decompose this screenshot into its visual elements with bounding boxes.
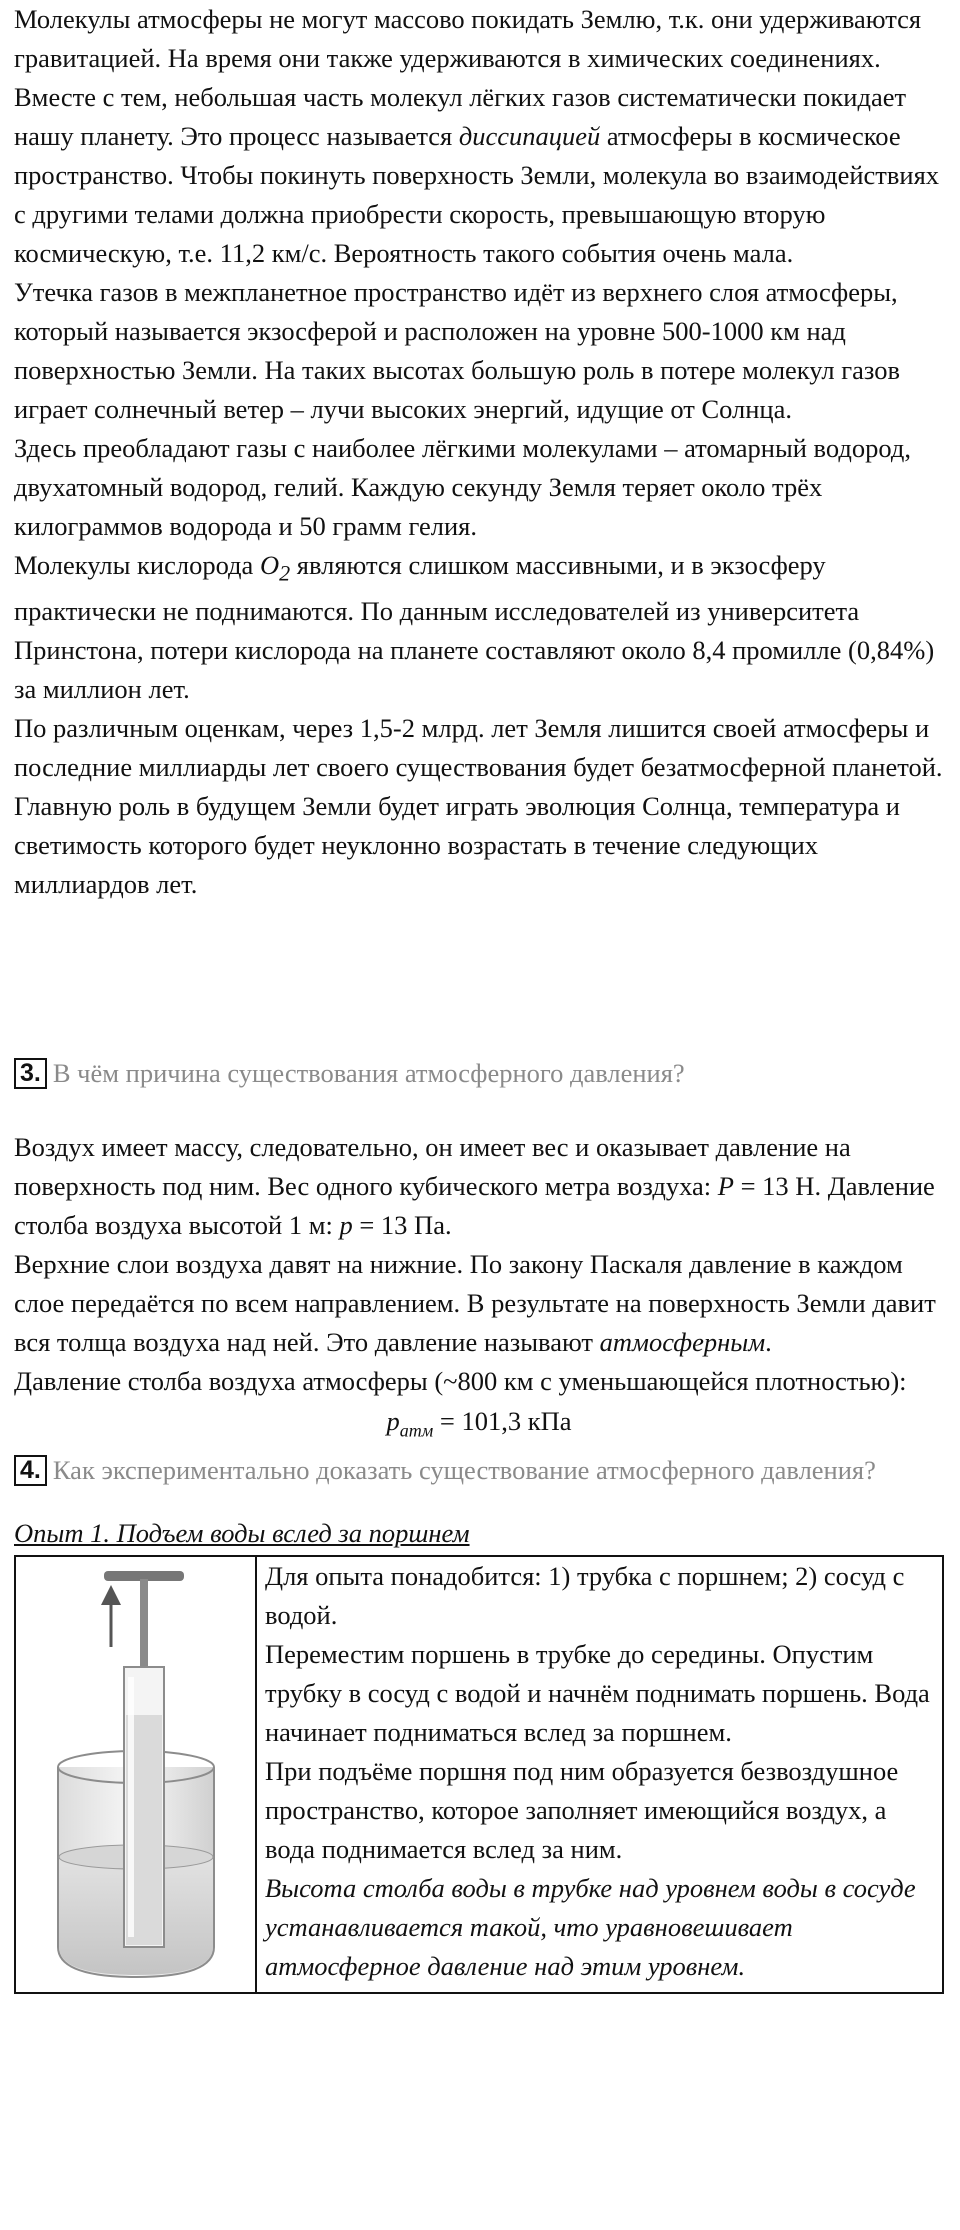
paragraph-sun-evolution: Главную роль в будущем Земли будет играть эволюция Солнца, температура и светимость которого будет неуклонно возрастать в течение следующих миллиардов лет. [14, 791, 900, 900]
answer-3-weight: Воздух имеет массу, следовательно, он имеет вес и оказывает давление на поверхность под ним. Вес одного кубического метра воздуха: P = 13 Н. Давление столба воздуха высотой 1 м: p = 13 Па. [14, 1132, 935, 1241]
glass-tube-icon [124, 1667, 164, 1947]
answer-3-pascal: Верхние слои воздуха давят на нижние. По закону Паскаля давление в каждом слое передаётся по всем направлением. В результате на поверхность Земли давит вся толща воздуха над ней. Это давление называют атмосферным. [14, 1249, 936, 1358]
paragraph-estimates: По различным оценкам, через 1,5-2 млрд. лет Земля лишится своей атмосферы и последние миллиарды лет своего существования будет безатмосферной планетой. [14, 713, 943, 783]
experiment-1-explanation: При подъёме поршня под ним образуется безвоздушное пространство, которое заполняет имеющийся воздух, а вода поднимается вслед за ним. [265, 1755, 899, 1864]
experiment-1-description [256, 1556, 943, 1993]
term-dissipation: диссипацией [458, 121, 601, 151]
paragraph-light-gases: Здесь преобладают газы с наиболее лёгкими молекулами – атомарный водород, двухатомный водород, гелий. Каждую секунду Земля теряет около трёх килограммов водорода и 50 грамм гелия. [14, 433, 911, 541]
question-3-text: В чём причина существования атмосферного давления? [52, 1058, 685, 1089]
experiment-1-title: Опыт 1. Подъем воды вслед за поршнем [14, 1517, 470, 1548]
question-4-number: 4. [14, 1455, 47, 1486]
experiment-1-conclusion: Высота столба воды в трубке над уровнем воды в сосуде устанавливается такой, что уравновешивает атмосферное давление над этим уровнем. [265, 1872, 916, 1981]
question-3-number: 3. [14, 1058, 47, 1089]
paragraph-dissipation: Вместе с тем, небольшая часть молекул лёгких газов систематически покидает нашу планету. Это процесс называется диссипацией атмосферы в космическое пространство. Чтобы покинуть поверхность Земли, молекула во взаимодействиях с другими телами должна приобрести скорость, превышающую вторую космическую, т.е. 11,2 км/с. Вероятность такого события очень мала. [14, 82, 940, 268]
experiment-1-equipment: Для опыта понадобится: 1) трубка с поршнем; 2) сосуд с водой. [265, 1560, 905, 1630]
experiment-1-table [14, 1555, 944, 1994]
paragraph-oxygen: Молекулы кислорода $O_2$ являются слишком массивными, и в экзосферу практически не поднимаются. По данным исследователей из университета Принстона, потери кислорода на планете составляют около 8,4 промилле (0,84%) за миллион лет. [14, 550, 935, 705]
term-atmospheric: атмосферным [599, 1327, 766, 1358]
experiment-1-illustration-cell [15, 1556, 256, 1993]
answer-3-column: Давление столба воздуха атмосферы (~800 км с уменьшающейся плотностью): [14, 1366, 907, 1397]
experiment-1-procedure: Переместим поршень в трубке до середины. Опустим трубку в сосуд с водой и начнём поднимать поршень. Вода начинает подниматься вслед за поршнем. [265, 1638, 930, 1747]
piston-tube-illustration [16, 1557, 255, 1987]
question-4 [14, 1451, 944, 1490]
atmospheric-pressure-formula: $p_{атм} = 101,3$ кПа [386, 1406, 572, 1441]
paragraph-gravity: Молекулы атмосферы не могут массово покидать Землю, т.к. они удерживаются гравитацией. На время они также удерживаются в химических соединениях. [14, 4, 922, 73]
paragraph-exosphere: Утечка газов в межпланетное пространство идёт из верхнего слоя атмосферы, который называется экзосферой и расположен на уровне 500-1000 км над поверхностью Земли. На таких высотах большую роль в потере молекул газов играет солнечный ветер – лучи высоких энергий, идущие от Солнца. [14, 277, 900, 424]
up-arrow-icon [101, 1585, 121, 1647]
question-4-text: Как экспериментально доказать существование атмосферного давления? [52, 1454, 876, 1485]
oxygen-formula: $O_2$ [259, 550, 291, 586]
question-3 [14, 1054, 944, 1093]
page [14, 0, 944, 1994]
